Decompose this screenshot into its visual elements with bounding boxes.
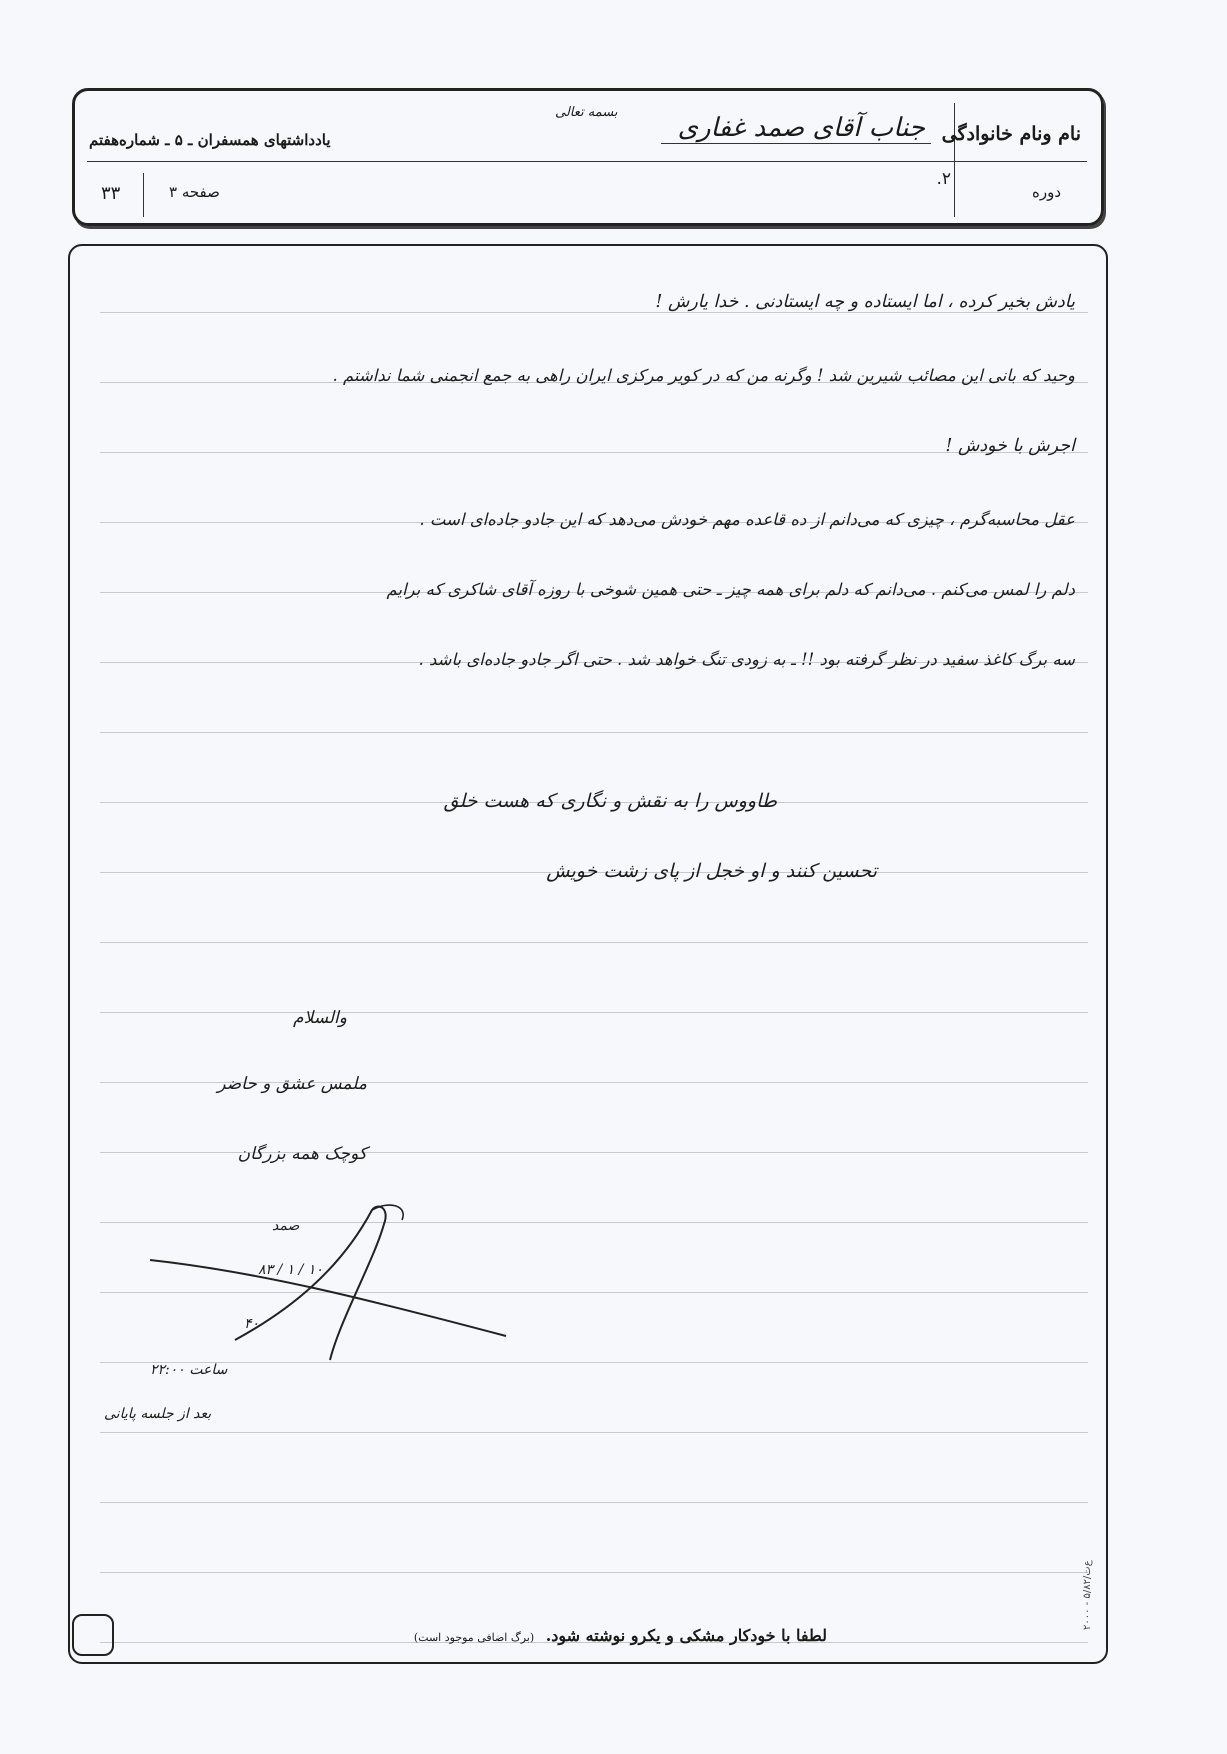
ruled-line bbox=[100, 312, 1088, 313]
letter-line: یادش بخیر کرده ، اما ایستاده و چه ایستادنی . خدا یارش ! bbox=[655, 292, 1075, 312]
letter-body bbox=[68, 244, 1108, 1664]
name-underline bbox=[661, 143, 931, 144]
page-label: صفحه ۳ bbox=[169, 183, 220, 201]
footer-box bbox=[72, 1614, 114, 1656]
ruled-line bbox=[100, 1502, 1088, 1503]
side-code: ع‌ت/۵/۸۲ - ۲۰۰۰ bbox=[1082, 1560, 1093, 1630]
sign-extra: ۴۰ bbox=[244, 1316, 260, 1332]
ruled-line bbox=[100, 732, 1088, 733]
footer-note bbox=[414, 1626, 827, 1645]
sign-line: ملمس عشق و حاضر bbox=[217, 1074, 367, 1094]
period-value: ۲. bbox=[936, 169, 951, 189]
footer-note-text: لطفا با خودکار مشکی و یکرو نوشته شود. bbox=[545, 1626, 827, 1645]
ruled-line bbox=[100, 1432, 1088, 1433]
letter-line: دلم را لمس می‌کنم . می‌دانم که دلم برای همه چیز ـ حتی همین شوخی با روزه آقای شاکری که برایم bbox=[386, 580, 1075, 599]
sign-line: کوچک همه بزرگان bbox=[237, 1144, 367, 1164]
ruled-line bbox=[100, 452, 1088, 453]
poem-line: طاووس را به نقش و نگاری که هست خلق bbox=[443, 790, 777, 812]
sign-name: صمد bbox=[272, 1218, 300, 1234]
signature bbox=[140, 1200, 520, 1370]
series-cell bbox=[89, 103, 331, 217]
after-session: بعد از جلسه پایانی bbox=[104, 1406, 212, 1422]
letter-line: اجرش با خودش ! bbox=[945, 436, 1075, 456]
footer-note-sub: (برگ اضافی موجود است) bbox=[413, 1631, 535, 1644]
ruled-line bbox=[100, 1572, 1088, 1573]
ruled-line bbox=[100, 942, 1088, 943]
name-cell bbox=[941, 103, 1087, 217]
series-label: یادداشتهای همسفران ـ ۵ ـ شماره‌هفتم bbox=[89, 131, 331, 149]
letter-line: سه برگ کاغذ سفید در نظر گرفته بود !! ـ به زودی تنگ خواهد شد . حتی اگر جادو جاده‌ای باشد . bbox=[418, 650, 1075, 669]
letter-line: عقل محاسبه‌گرم ، چیزی که می‌دانم از ده قاعده مهم خودش می‌دهد که این جادو جاده‌ای است . bbox=[419, 510, 1075, 529]
poem-line: تحسین کنند و او خجل از پای زشت خویش bbox=[546, 860, 877, 882]
name-label: نام ونام خانوادگی bbox=[941, 123, 1081, 145]
number-value: ۳۳ bbox=[101, 183, 121, 204]
series-divider bbox=[143, 173, 144, 217]
form-header bbox=[72, 88, 1104, 226]
period-label: دوره bbox=[1031, 183, 1061, 201]
name-value: جناب آقای صمد غفاری bbox=[677, 113, 925, 143]
bismillah: بسمه تعالی bbox=[555, 105, 618, 120]
time-line: ساعت ۲۲:۰۰ bbox=[150, 1362, 228, 1378]
ruled-line bbox=[100, 1012, 1088, 1013]
sign-date: ۱۰ / ۱ / ۸۳ bbox=[258, 1262, 323, 1278]
letter-line: وحید که بانی این مصائب شیرین شد ! وگرنه من که در کویر مرکزی ایران راهی به جمع انجمنی شما نداشتم . bbox=[332, 366, 1075, 385]
closing: والسلام bbox=[293, 1008, 347, 1028]
